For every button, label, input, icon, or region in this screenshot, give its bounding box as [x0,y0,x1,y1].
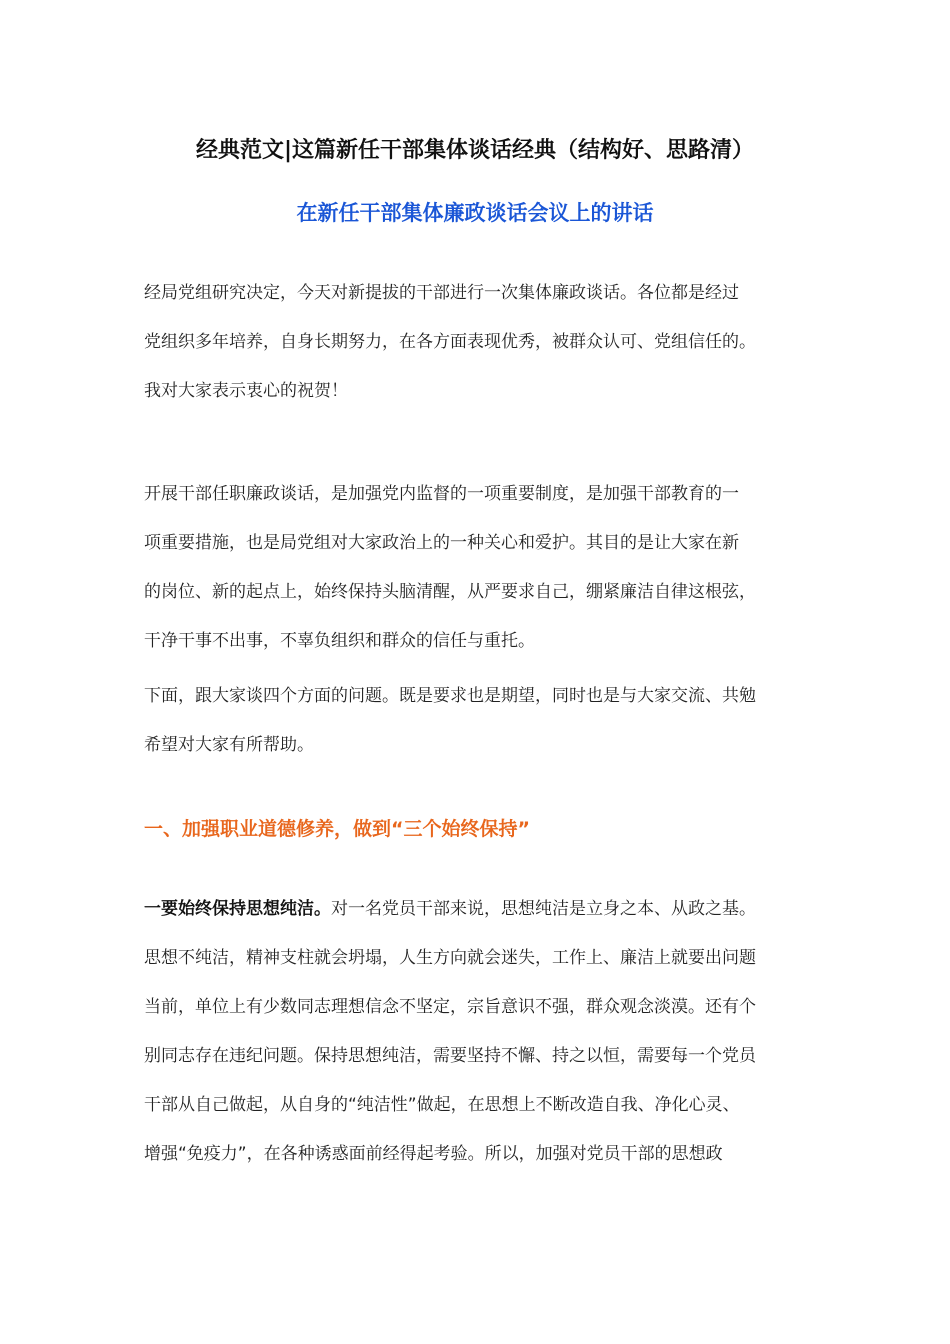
paragraph-line: 希望对大家有所帮助。 [144,735,314,755]
paragraph-line: 党组织多年培养，自身长期努力，在各方面表现优秀，被群众认可、党组信任的。 [144,332,756,352]
paragraph-line: 别同志存在违纪问题。保持思想纯洁，需要坚持不懈、持之以恒，需要每一个党员 [144,1046,756,1066]
paragraph-purpose [144,470,810,666]
paragraph-line: 干部从自己做起，从自身的“纯洁性”做起，在思想上不断改造自我、净化心灵、 [144,1095,740,1115]
paragraph-line: 增强“免疫力”，在各种诱惑面前经得起考验。所以，加强对党员干部的思想政 [144,1144,723,1164]
paragraph-line: 当前，单位上有少数同志理想信念不坚定，宗旨意识不强，群众观念淡漠。还有个 [144,997,756,1017]
section-heading-1: 一、加强职业道德修养，做到“三个始终保持” [144,818,530,840]
paragraph-line: 我对大家表示衷心的祝贺！ [144,381,348,401]
paragraph-line: 干净干事不出事，不辜负组织和群众的信任与重托。 [144,631,535,651]
paragraph-first-line [144,885,810,934]
paragraph-line: 思想不纯洁，精神支柱就会坍塌，人生方向就会迷失，工作上、廉洁上就要出问题 [144,948,756,968]
paragraph-line: 经局党组研究决定，今天对新提拔的干部进行一次集体廉政谈话。各位都是经过 [144,283,739,303]
paragraph-line: 项重要措施，也是局党组对大家政治上的一种关心和爱护。其目的是让大家在新 [144,533,739,553]
paragraph-line: 的岗位、新的起点上，始终保持头脑清醒，从严要求自己，绷紧廉洁自律这根弦， [144,582,756,602]
paragraph-opening [144,269,810,416]
speech-subtitle: 在新任干部集体廉政谈话会议上的讲话 [296,201,654,225]
paragraph-line-rest: 对一名党员干部来说，思想纯洁是立身之本、从政之基。 [331,899,756,919]
document-title: 经典范文|这篇新任干部集体谈话经典（结构好、思路清） [195,138,755,163]
paragraph-intro-topics [144,672,810,770]
paragraph-thought-purity [144,885,810,1179]
paragraph-line: 下面，跟大家谈四个方面的问题。既是要求也是期望，同时也是与大家交流、共勉 [144,686,756,706]
paragraph-line: 开展干部任职廉政谈话，是加强党内监督的一项重要制度，是加强干部教育的一 [144,484,739,504]
paragraph-lead-phrase: 一要始终保持思想纯洁。 [144,899,331,919]
